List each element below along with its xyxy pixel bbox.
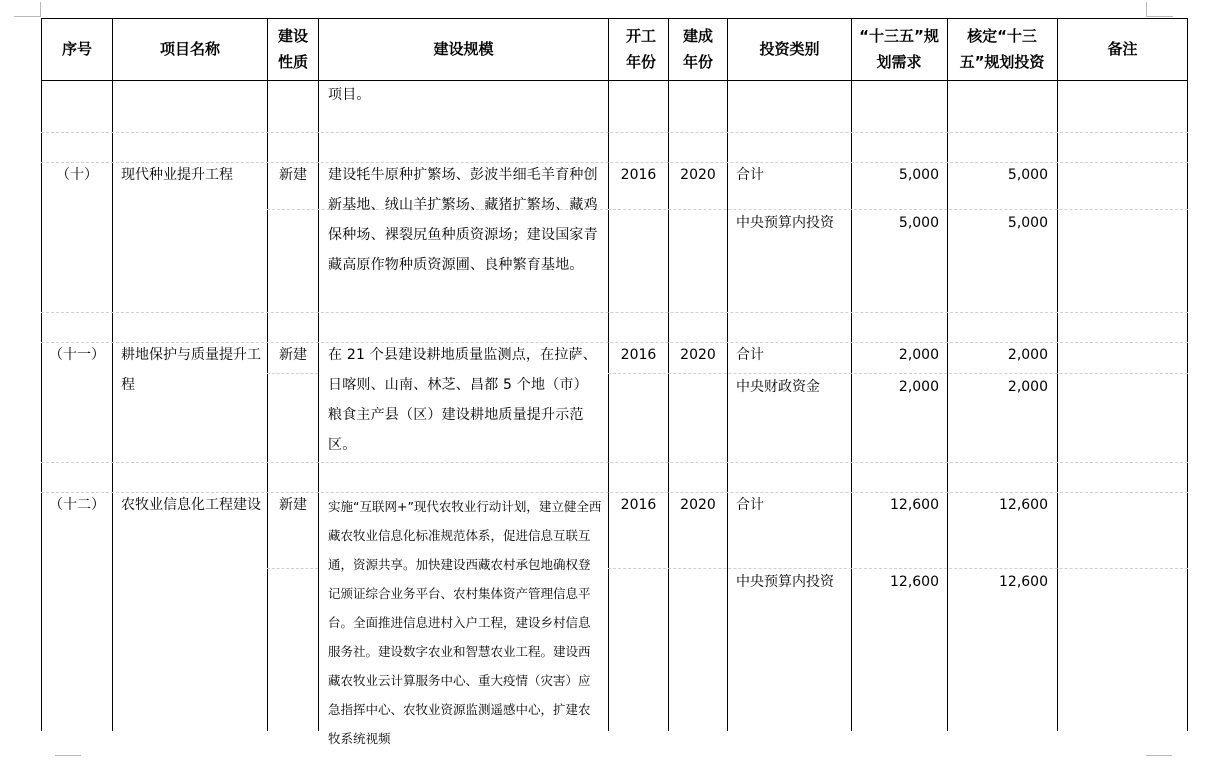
row-11-invest-type-central: 中央财政资金 bbox=[736, 379, 820, 395]
row-11-demand-total: 2,000 bbox=[898, 347, 939, 363]
row-11-approved-total: 2,000 bbox=[1007, 347, 1048, 363]
header-start-year: 开工年份 bbox=[625, 27, 656, 71]
row-11-seq: （十一） bbox=[49, 347, 105, 363]
crop-mark-top-right bbox=[1146, 2, 1173, 17]
row-10-name: 现代种业提升工程 bbox=[121, 167, 233, 183]
header-project-name: 项目名称 bbox=[159, 40, 220, 58]
crop-mark-bottom-right bbox=[1146, 755, 1172, 762]
row-10-demand-central: 5,000 bbox=[898, 215, 939, 231]
continuation-scale: 项目。 bbox=[328, 87, 371, 103]
crop-mark-top-left bbox=[14, 2, 41, 17]
header-seq: 序号 bbox=[61, 40, 92, 58]
row-12-invest-type-central: 中央预算内投资 bbox=[736, 574, 834, 590]
row-12-demand-central: 12,600 bbox=[890, 574, 939, 590]
header-construction-nature: 建设性质 bbox=[277, 27, 308, 71]
header-plan-demand: “十三五”规划需求 bbox=[859, 27, 939, 71]
row-12-nature: 新建 bbox=[279, 497, 307, 513]
row-10-invest-type-total: 合计 bbox=[736, 167, 764, 183]
row-12-finish-year: 2020 bbox=[680, 497, 716, 513]
row-11-approved-central: 2,000 bbox=[1007, 379, 1048, 395]
row-12-demand-total: 12,600 bbox=[890, 497, 939, 513]
header-remark: 备注 bbox=[1107, 40, 1138, 58]
header-finish-year: 建成年份 bbox=[682, 27, 713, 71]
row-11-start-year: 2016 bbox=[620, 347, 657, 363]
row-12-invest-type-total: 合计 bbox=[736, 497, 764, 513]
header-approved-investment: 核定“十三五”规划投资 bbox=[959, 27, 1045, 71]
row-12-seq: （十二） bbox=[49, 497, 105, 513]
row-11-demand-central: 2,000 bbox=[898, 379, 939, 395]
row-12-scale: 实施“互联网+”现代农牧业行动计划，建立健全西藏农牧业信息化标准规范体系，促进信息互联互通，资源共享。加快建设西藏农村承包地确权登记颁证综合业务平台、农村集体资产管理信息平台。全面推进信息进村入户工程，建设乡村信息服务社。建设数字农业和智慧农业工程。建设西藏农牧业云计算服务中心、重大疫情（灾害）应急指挥中心、农牧业资源监测遥感中心，扩建农牧系统视频 bbox=[328, 499, 602, 746]
row-10-finish-year: 2020 bbox=[680, 167, 716, 183]
row-11-name: 耕地保护与质量提升工程 bbox=[121, 347, 261, 393]
row-10-approved-total: 5,000 bbox=[1007, 167, 1048, 183]
row-11-finish-year: 2020 bbox=[680, 347, 716, 363]
crop-mark-bottom-left bbox=[55, 755, 81, 762]
row-12-approved-central: 12,600 bbox=[999, 574, 1048, 590]
row-12-name: 农牧业信息化工程建设 bbox=[121, 497, 261, 513]
row-10-nature: 新建 bbox=[279, 167, 307, 183]
row-11-scale: 在 21 个县建设耕地质量监测点，在拉萨、日喀则、山南、林芝、昌都 5 个地（市）粮食主产县（区）建设耕地质量提升示范区。 bbox=[328, 347, 597, 453]
row-10-invest-type-central: 中央预算内投资 bbox=[736, 215, 834, 231]
row-10-start-year: 2016 bbox=[620, 167, 657, 183]
header-construction-scale: 建设规模 bbox=[433, 40, 494, 58]
row-10-demand-total: 5,000 bbox=[898, 167, 939, 183]
row-12-start-year: 2016 bbox=[620, 497, 657, 513]
row-11-nature: 新建 bbox=[279, 347, 307, 363]
project-table bbox=[41, 18, 1188, 746]
row-11-invest-type-total: 合计 bbox=[736, 347, 764, 363]
row-12-approved-total: 12,600 bbox=[999, 497, 1048, 513]
row-10-scale: 建设牦牛原种扩繁场、彭波半细毛羊育种创新基地、绒山羊扩繁场、藏猪扩繁场、藏鸡保种场、裸裂尻鱼种质资源场；建设国家青藏高原作物种质资源圃、良种繁育基地。 bbox=[328, 167, 598, 273]
row-10-seq: （十） bbox=[56, 167, 98, 183]
row-10-approved-central: 5,000 bbox=[1007, 215, 1048, 231]
header-investment-type: 投资类别 bbox=[759, 40, 820, 58]
